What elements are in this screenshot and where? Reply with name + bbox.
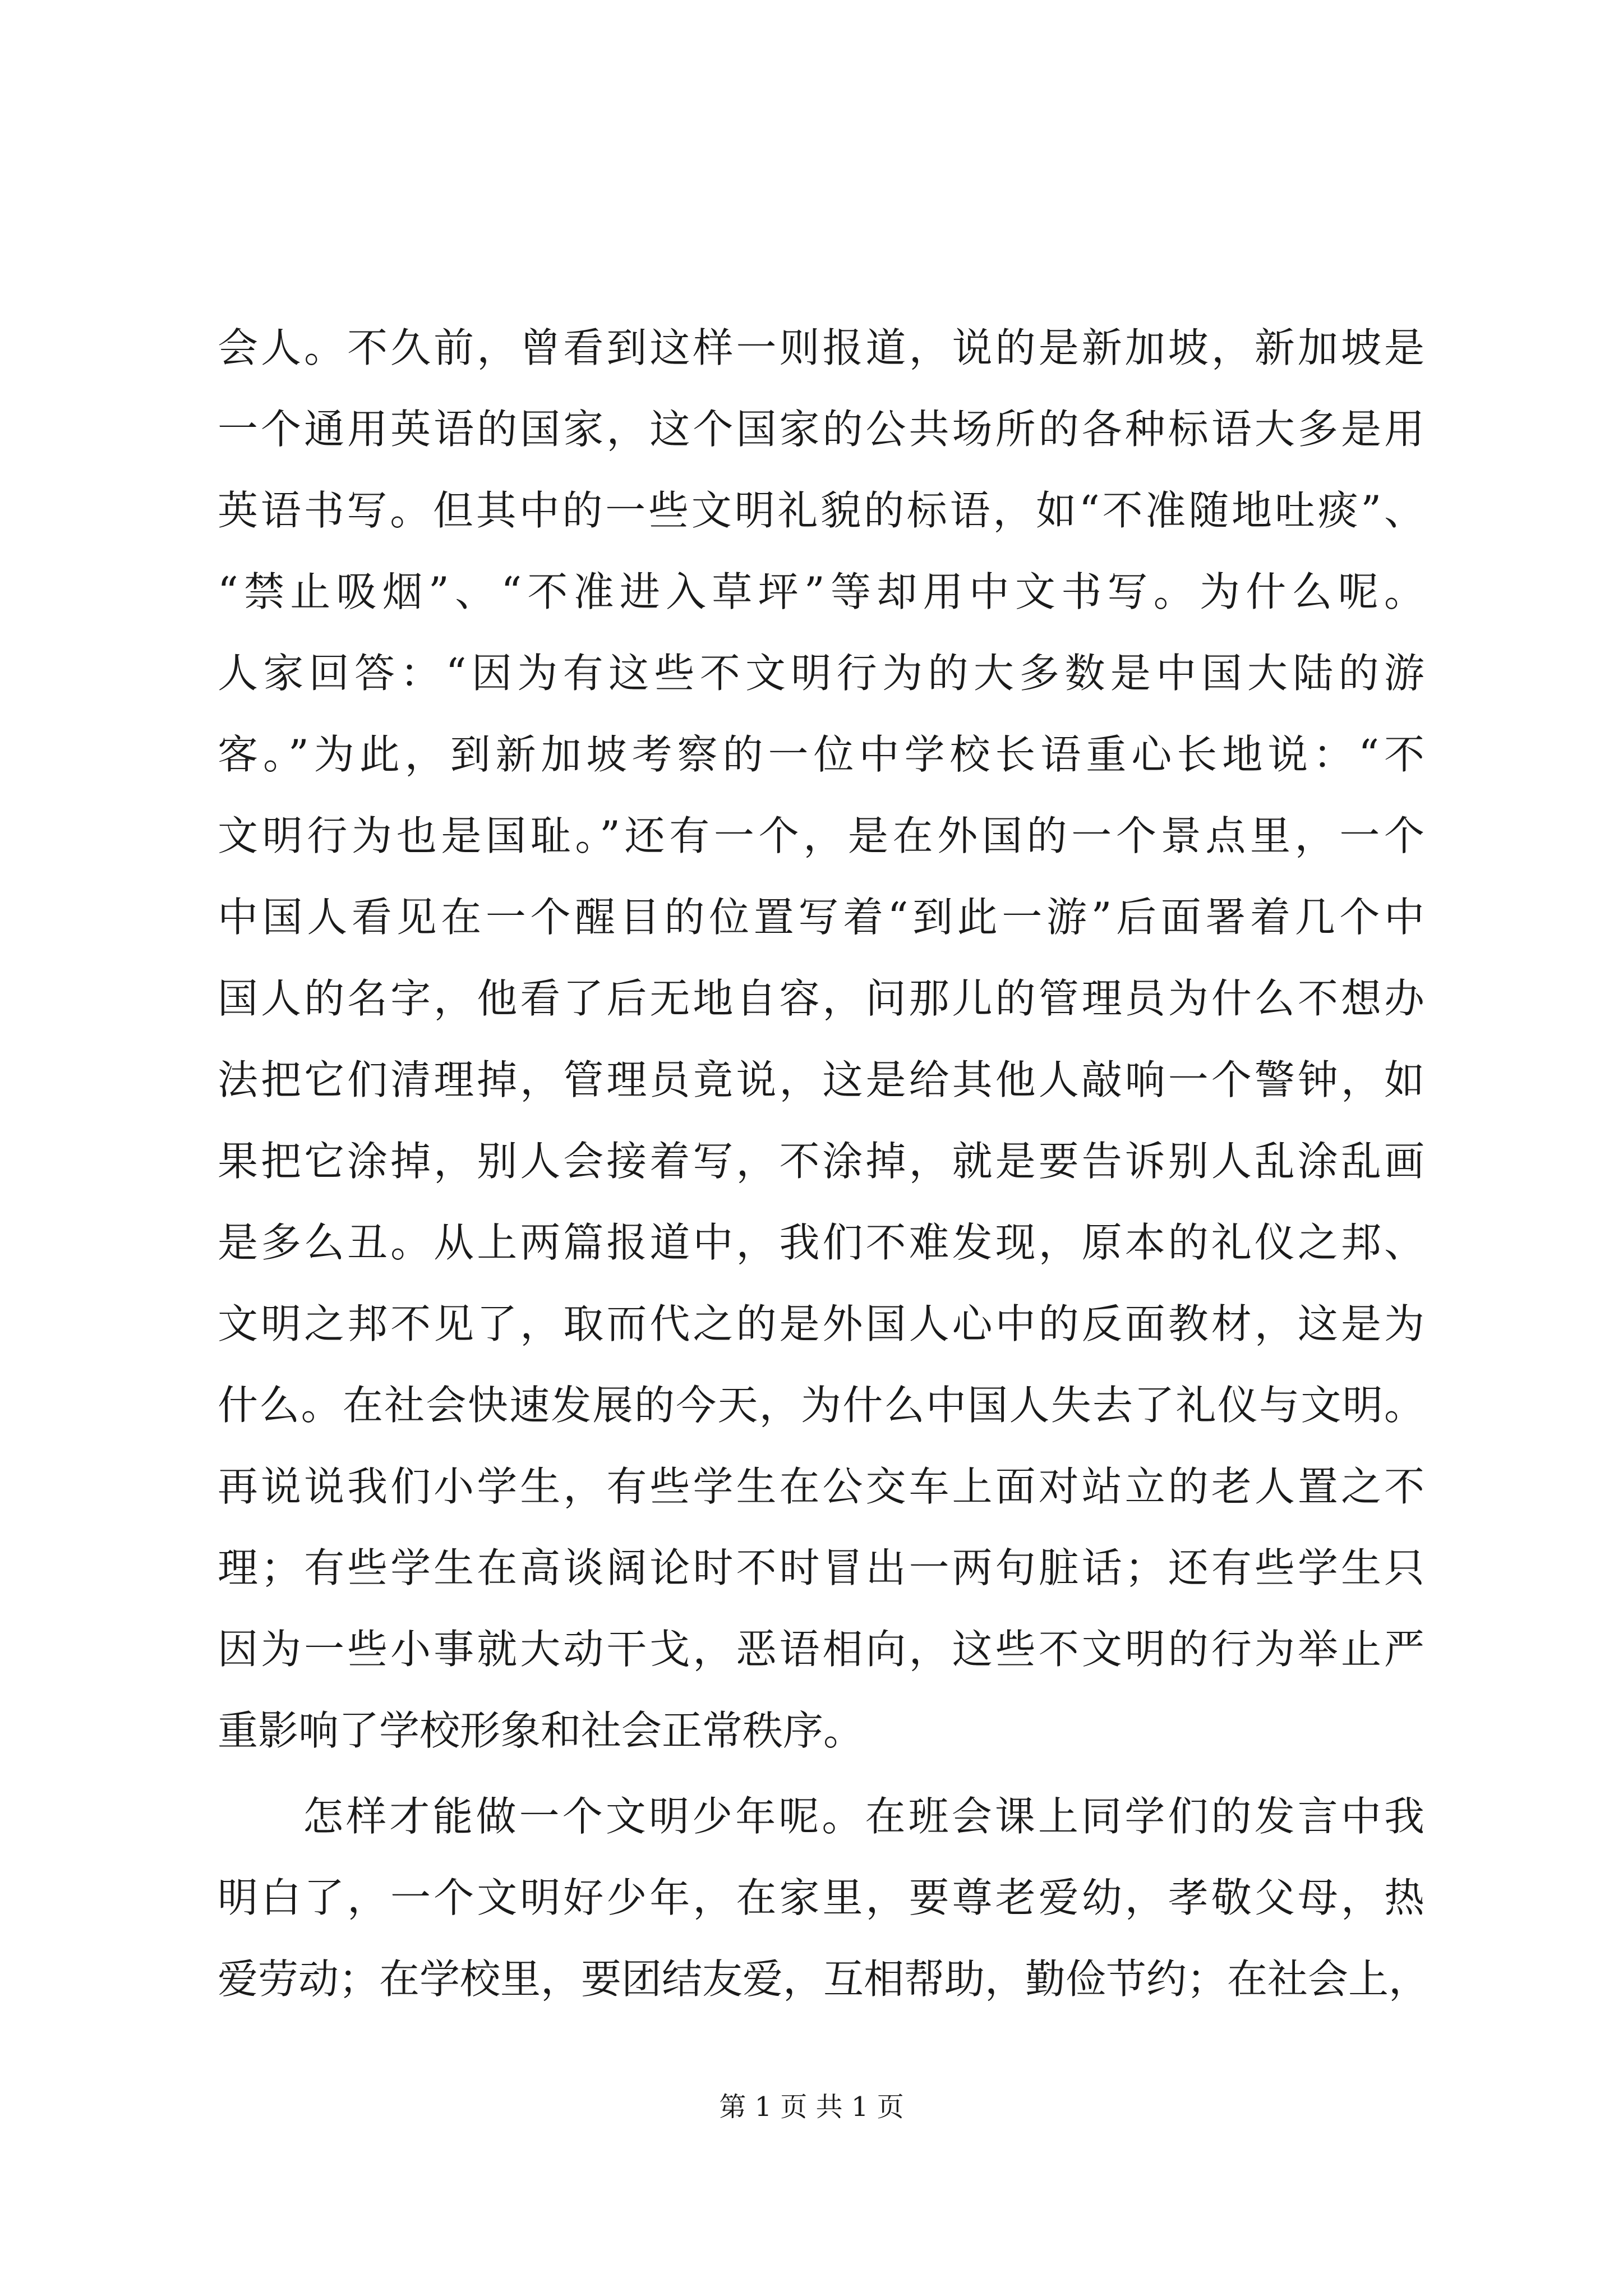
paragraph-1 bbox=[218, 307, 1424, 1772]
text-line: 什么。在社会快速发展的今天，为什么中国人失去了礼仪与文明。 bbox=[218, 1382, 1424, 1429]
text-line: 一个通用英语的国家，这个国家的公共场所的各种标语大多是用 bbox=[218, 406, 1424, 453]
text-line: 明白了，一个文明好少年，在家里，要尊老爱幼，孝敬父母，热 bbox=[218, 1874, 1424, 1921]
text-line: 重影响了学校形象和社会正常秩序。 bbox=[218, 1707, 864, 1754]
text-line: 文明之邦不见了，取而代之的是外国人心中的反面教材，这是为 bbox=[218, 1300, 1424, 1347]
text-line: 文明行为也是国耻。”还有一个，是在外国的一个景点里，一个 bbox=[218, 812, 1424, 859]
text-line: 国人的名字，他看了后无地自容，问那儿的管理员为什么不想办 bbox=[218, 975, 1424, 1022]
document-body bbox=[218, 307, 1430, 2020]
text-line: 因为一些小事就大动干戈，恶语相向，这些不文明的行为举止严 bbox=[218, 1626, 1424, 1673]
text-line: 是多么丑。从上两篇报道中，我们不难发现，原本的礼仪之邦、 bbox=[218, 1219, 1424, 1266]
text-line: 法把它们清理掉，管理员竟说，这是给其他人敲响一个警钟，如 bbox=[218, 1056, 1424, 1103]
paragraph-gap bbox=[218, 1772, 1424, 1776]
text-line: 果把它涂掉，别人会接着写，不涂掉，就是要告诉别人乱涂乱画 bbox=[218, 1138, 1424, 1185]
text-line: 怎样才能做一个文明少年呢。在班会课上同学们的发言中我 bbox=[303, 1793, 1424, 1840]
text-line: 中国人看见在一个醒目的位置写着“到此一游”后面署着几个中 bbox=[218, 894, 1424, 941]
text-line: 爱劳动；在学校里，要团结友爱，互相帮助，勤俭节约；在社会上， bbox=[218, 1955, 1430, 2003]
paragraph-2 bbox=[218, 1776, 1430, 2020]
text-line: 英语书写。但其中的一些文明礼貌的标语，如“不准随地吐痰”、 bbox=[218, 487, 1424, 534]
text-line: 再说说我们小学生，有些学生在公交车上面对站立的老人置之不 bbox=[218, 1463, 1424, 1510]
text-line: “禁止吸烟”、“不准进入草坪”等却用中文书写。为什么呢。 bbox=[218, 568, 1424, 615]
page-footer: 第 1 页 共 1 页 bbox=[719, 2091, 904, 2123]
text-line: 会人。不久前，曾看到这样一则报道，说的是新加坡，新加坡是 bbox=[218, 324, 1424, 371]
text-line: 人家回答：“因为有这些不文明行为的大多数是中国大陆的游 bbox=[218, 650, 1424, 697]
text-line: 客。”为此，到新加坡考察的一位中学校长语重心长地说：“不 bbox=[218, 731, 1424, 778]
text-line: 理；有些学生在高谈阔论时不时冒出一两句脏话；还有些学生只 bbox=[218, 1544, 1424, 1591]
